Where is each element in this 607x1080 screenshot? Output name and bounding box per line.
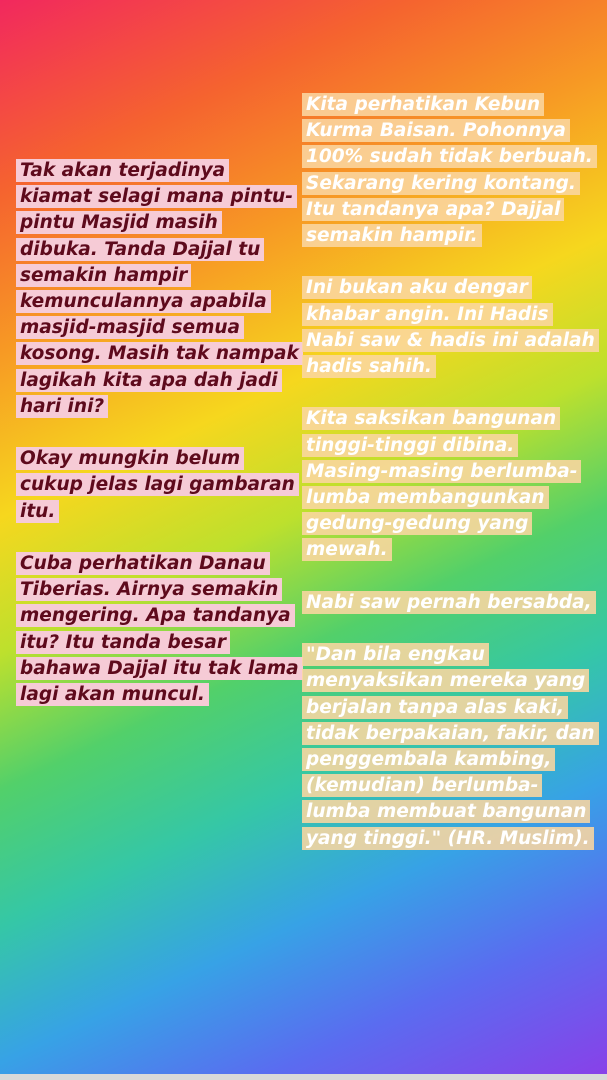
left-paragraph-3: [16, 551, 301, 708]
right-paragraph-1-text: Kita perhatikan Kebun Kurma Baisan. Pohonnya 100% sudah tidak berbuah. Sekarang kering kontang. Itu tandanya apa? Dajjal semakin hampir.: [302, 93, 597, 247]
left-paragraph-1: [16, 158, 301, 420]
right-paragraph-4: [302, 590, 602, 616]
left-paragraph-2: [16, 446, 301, 525]
right-paragraph-3: [302, 406, 602, 563]
right-paragraph-1: [302, 92, 602, 249]
left-paragraph-1-text: Tak akan terjadinya kiamat selagi mana pintu-pintu Masjid masih dibuka. Tanda Dajjal tu semakin hampir kemunculannya apabila masjid-masjid semua kosong. Masih tak nampak lagikah kita apa dah jadi hari ini?: [16, 159, 303, 418]
left-text-column: [16, 158, 301, 734]
right-paragraph-5-text: "Dan bila engkau menyaksikan mereka yang berjalan tanpa alas kaki, tidak berpakaian, fakir, dan penggembala kambing, (kemudian) berlumba-lumba membuat bangunan yang tinggi." (HR. Muslim).: [302, 643, 599, 849]
right-paragraph-5: [302, 642, 602, 852]
right-paragraph-3-text: Kita saksikan bangunan tinggi-tinggi dibina. Masing-masing berlumba-lumba membangunkan gedung-gedung yang mewah.: [302, 407, 581, 561]
left-paragraph-2-text: Okay mungkin belum cukup jelas lagi gambaran itu.: [16, 447, 299, 522]
right-paragraph-4-text: Nabi saw pernah bersabda,: [302, 591, 596, 614]
left-paragraph-3-text: Cuba perhatikan Danau Tiberias. Airnya semakin mengering. Apa tandanya itu? Itu tanda besar bahawa Dajjal itu tak lama lagi akan muncul.: [16, 552, 303, 706]
right-text-column: [302, 92, 602, 878]
right-paragraph-2-text: Ini bukan aku dengar khabar angin. Ini Hadis Nabi saw & hadis ini adalah hadis sahih.: [302, 276, 599, 378]
right-paragraph-2: [302, 275, 602, 380]
bottom-edge-strip: [0, 1074, 607, 1080]
